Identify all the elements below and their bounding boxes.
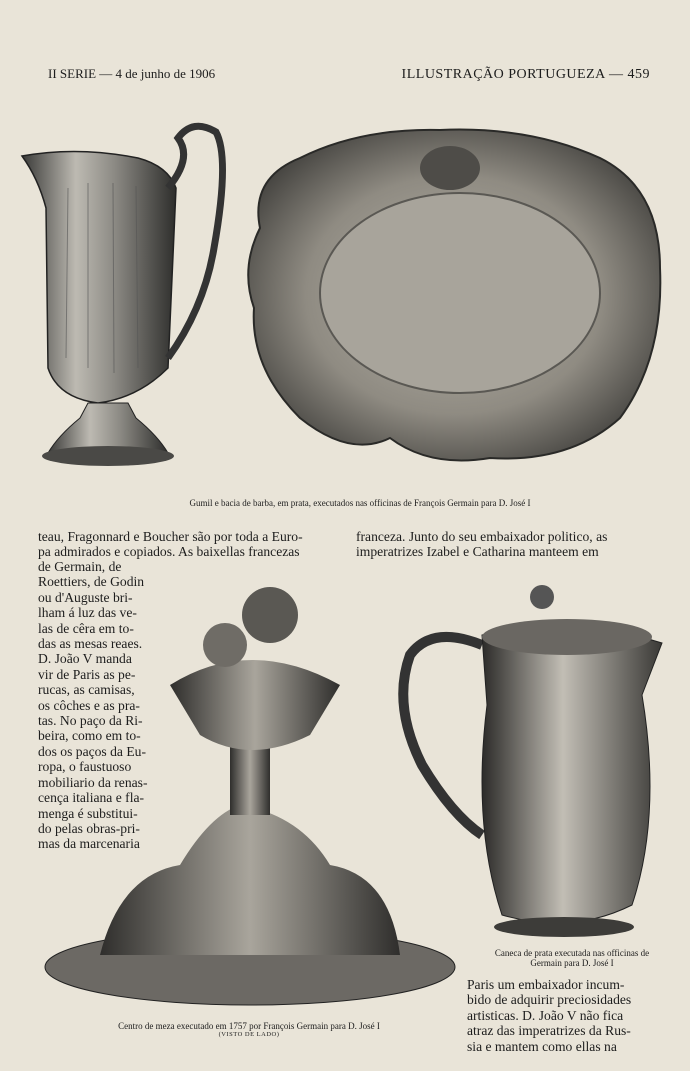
text-line: lham á luz das ve- — [38, 605, 137, 621]
text-line: dos os paços da Eu- — [38, 743, 146, 759]
jug-photo — [392, 575, 674, 945]
caption-text-line: Germain para D. José I — [530, 958, 614, 969]
text-line: artisticas. D. João V não fica — [467, 1007, 624, 1023]
jug-caption — [462, 948, 682, 969]
text-line: ou d'Auguste bri- — [38, 589, 133, 605]
text-line: Roettiers, de Godin — [38, 574, 145, 590]
text-line: pa admirados e copiados. As baixellas francezas — [38, 544, 300, 560]
issue-date: II SERIE — 4 de junho de 1906 — [48, 66, 216, 81]
text-line: cença italiana e fla- — [38, 790, 145, 806]
text-line: rucas, as camisas, — [38, 682, 135, 698]
text-line: tas. No paço da Ri- — [38, 713, 143, 729]
text-line: las de cêra em to- — [38, 620, 134, 636]
magazine-title-page-number: ILLUSTRAÇÃO PORTUGUEZA — 459 — [401, 67, 650, 82]
centrepiece-caption — [40, 1021, 458, 1039]
page-header — [48, 66, 650, 88]
caption-text: Gumil e bacia de barba, em prata, executados nas officinas de François Germain para D. José I — [189, 498, 531, 508]
text-line: Paris um embaixador incum- — [467, 977, 625, 992]
text-line: mas da marcenaria — [38, 836, 140, 852]
bottom-right-text — [467, 977, 669, 1054]
text-line: ropa, o faustuoso — [38, 759, 132, 775]
text-line: franceza. Junto do seu embaixador politico, as — [356, 529, 608, 544]
caption-text: Centro de meza executado em 1757 por François Germain para D. José I — [118, 1021, 380, 1031]
text-col-left-top — [38, 529, 344, 560]
text-line: teau, Fragonnard e Boucher são por toda a Euro- — [38, 529, 303, 544]
text-line: imperatrizes Izabel e Catharina manteem em — [356, 544, 599, 560]
text-line: os côches e as pra- — [38, 697, 140, 713]
text-line: atraz das imperatrizes da Rus- — [467, 1023, 631, 1039]
text-line: vir de Paris as pe- — [38, 666, 136, 682]
text-line: D. João V manda — [38, 651, 132, 667]
text-line: beira, como em to- — [38, 728, 141, 744]
caption-subtext: (VISTO DE LADO) — [218, 1031, 280, 1039]
text-line: mobiliario da renas- — [38, 774, 148, 790]
text-col-right-top — [356, 529, 664, 560]
ewer-photo — [18, 118, 228, 470]
text-line: das as mesas reaes. — [38, 636, 143, 652]
caption-text-line: Caneca de prata executada nas officinas de — [494, 948, 650, 958]
basin-photo — [240, 118, 666, 470]
text-line: sia e mantem como ellas na — [467, 1038, 617, 1054]
text-line: do pelas obras-pri- — [38, 820, 140, 836]
text-line: bido de adquirir preciosidades — [467, 992, 632, 1008]
text-line: menga é substitui- — [38, 805, 138, 821]
text-line: de Germain, de — [38, 559, 122, 574]
ewer-basin-caption — [100, 498, 620, 508]
